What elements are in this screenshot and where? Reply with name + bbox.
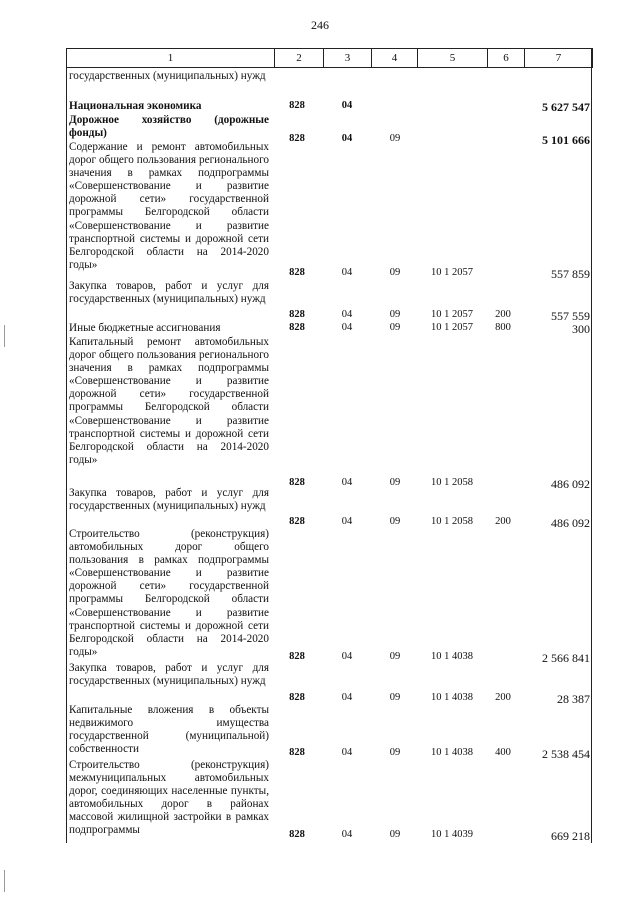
row-amount: 557 859	[551, 267, 590, 281]
row-ministry-code: 828	[289, 651, 305, 662]
row-target-code: 10 1 2057	[431, 322, 473, 333]
row-subsection-code: 09	[389, 692, 401, 703]
page-number: 246	[311, 18, 329, 32]
row-target-code: 10 1 4039	[431, 829, 473, 840]
row-target-code: 10 1 2058	[431, 516, 473, 527]
header-col-6: 6	[488, 49, 525, 68]
row-expense-type: 200	[495, 692, 511, 703]
header-col-2: 2	[275, 49, 324, 68]
row-name: Иные бюджетные ассигнования	[69, 322, 221, 334]
row-target-code: 10 1 2058	[431, 477, 473, 488]
row-target-code: 10 1 4038	[431, 747, 473, 758]
row-name: Капитальный ремонт автомобильных дорог общего пользования регионального значения в рамках подпрограммы «Совершенствование и развитие дорожной сети» государственной программы Белгородской области «Совершенствование и развитие транспортной системы и дорожной сети Белгородской области на 2014-2020 годы»	[69, 336, 269, 466]
row-ministry-code: 828	[289, 477, 305, 488]
row-name: Национальная экономика	[69, 100, 202, 112]
row-section-code: 04	[341, 322, 353, 333]
row-amount: 5 101 666	[542, 133, 590, 147]
header-col-3: 3	[324, 49, 372, 68]
row-section-code: 04	[341, 651, 353, 662]
row-ministry-code: 828	[289, 133, 305, 144]
row-subsection-code: 09	[389, 516, 401, 527]
row-amount: 2 566 841	[542, 651, 590, 665]
row-subsection-code: 09	[389, 133, 401, 144]
row-ministry-code: 828	[289, 516, 305, 527]
row-ministry-code: 828	[289, 692, 305, 703]
row-section-code: 04	[341, 309, 353, 320]
row-name: Закупка товаров, работ и услуг для государственных (муниципальных) нужд	[69, 662, 269, 688]
header-col-7: 7	[525, 49, 593, 68]
row-subsection-code: 09	[389, 267, 401, 278]
row-amount: 28 387	[557, 692, 590, 706]
row-ministry-code: 828	[289, 322, 305, 333]
row-amount: 486 092	[551, 516, 590, 530]
row-expense-type: 400	[495, 747, 511, 758]
row-expense-type: 200	[495, 516, 511, 527]
row-target-code: 10 1 4038	[431, 651, 473, 662]
scan-edge-mark	[4, 325, 5, 347]
row-name: Закупка товаров, работ и услуг для государственных (муниципальных) нужд	[69, 280, 269, 306]
row-name: Закупка товаров, работ и услуг для государственных (муниципальных) нужд	[69, 487, 269, 513]
row-name: государственных (муниципальных) нужд	[69, 70, 266, 82]
row-target-code: 10 1 2057	[431, 267, 473, 278]
row-section-code: 04	[341, 133, 353, 144]
scan-edge-mark	[4, 870, 5, 892]
row-ministry-code: 828	[289, 829, 305, 840]
row-ministry-code: 828	[289, 747, 305, 758]
row-name: Дорожное хозяйство (дорожные фонды)	[69, 114, 269, 140]
row-target-code: 10 1 2057	[431, 309, 473, 320]
row-amount: 486 092	[551, 477, 590, 491]
row-name: Строительство (реконструкция) межмуниципальных автомобильных дорог, соединяющих населенные пункты, автомобильных дорог в районах массовой жилищной застройки в рамках подпрограммы	[69, 759, 269, 837]
row-name: Содержание и ремонт автомобильных дорог общего пользования регионального значения в рамках подпрограммы «Совершенствование и развитие дорожной сети» государственной программы Белгородской области «Совершенствование и развитие транспортной системы и дорожной сети Белгородской области на 2014-2020 годы»	[69, 141, 269, 271]
header-col-5: 5	[418, 49, 488, 68]
row-subsection-code: 09	[389, 322, 401, 333]
row-section-code: 04	[341, 747, 353, 758]
row-amount: 669 218	[551, 829, 590, 843]
row-section-code: 04	[341, 516, 353, 527]
row-name: Капитальные вложения в объекты недвижимого имущества государственной (муниципальной) собственности	[69, 704, 269, 756]
row-amount: 557 559	[551, 309, 590, 323]
row-section-code: 04	[341, 100, 353, 111]
row-subsection-code: 09	[389, 309, 401, 320]
row-subsection-code: 09	[389, 477, 401, 488]
row-amount: 5 627 547	[542, 100, 590, 114]
row-expense-type: 200	[495, 309, 511, 320]
row-section-code: 04	[341, 692, 353, 703]
row-subsection-code: 09	[389, 651, 401, 662]
row-amount: 300	[572, 322, 590, 336]
row-ministry-code: 828	[289, 100, 305, 111]
header-col-4: 4	[372, 49, 418, 68]
row-ministry-code: 828	[289, 267, 305, 278]
row-ministry-code: 828	[289, 309, 305, 320]
row-section-code: 04	[341, 477, 353, 488]
row-amount: 2 538 454	[542, 747, 590, 761]
row-subsection-code: 09	[389, 829, 401, 840]
row-subsection-code: 09	[389, 747, 401, 758]
row-name: Строительство (реконструкция) автомобильных дорог общего пользования в рамках подпрограммы «Совершенствование и развитие дорожной сети» государственной программы Белгородской области «Совершенствование и развитие транспортной системы и дорожной сети Белгородской области на 2014-2020 годы»	[69, 528, 269, 658]
header-col-1: 1	[67, 49, 275, 68]
table-header	[66, 48, 592, 68]
row-section-code: 04	[341, 267, 353, 278]
row-section-code: 04	[341, 829, 353, 840]
row-expense-type: 800	[495, 322, 511, 333]
row-target-code: 10 1 4038	[431, 692, 473, 703]
